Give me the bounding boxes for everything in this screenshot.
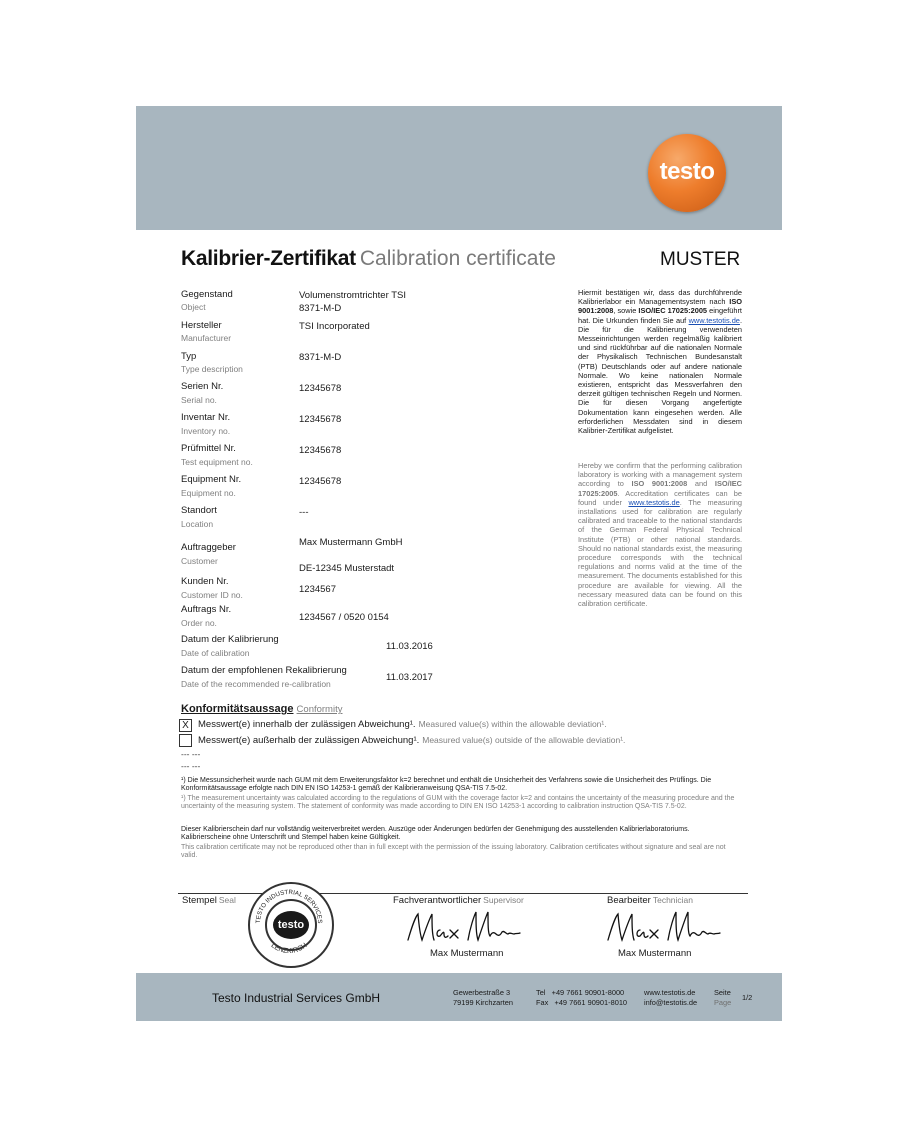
field-equipment-label-en: Equipment no. [181, 488, 236, 498]
field-customer-id-label-en: Customer ID no. [181, 590, 243, 600]
conformity-outside-label: Messwert(e) außerhalb der zulässigen Abweichung¹. Measured value(s) outside of the allowable deviation¹. [198, 735, 626, 746]
conformity-outside-checkbox[interactable] [179, 734, 192, 747]
field-type-value: 8371-M-D [299, 352, 342, 363]
field-type-label-en: Type description [181, 364, 243, 374]
svg-text:TESTO INDUSTRIAL SERVICES: TESTO INDUSTRIAL SERVICES [254, 888, 324, 924]
footer-tel: Tel +49 7661 90901-8000 [536, 988, 625, 997]
stamp-label: Stempel Seal [182, 895, 236, 906]
field-object-value2: 8371-M-D [299, 303, 342, 314]
date-recalibration-label-en: Date of the recommended re-calibration [181, 679, 331, 689]
testotis-link-en[interactable]: www.testotis.de [628, 497, 680, 507]
supervisor-signature [404, 906, 524, 946]
svg-text:LENZKIRCH: LENZKIRCH [269, 942, 309, 956]
header-band [136, 106, 782, 230]
field-manufacturer-label: Hersteller [181, 320, 222, 331]
page-title [181, 247, 556, 271]
footer-mail[interactable]: info@testotis.de [644, 998, 698, 1007]
field-type-label: Typ [181, 351, 197, 362]
field-test-equipment-value: 12345678 [299, 445, 342, 456]
seal-core: testo [273, 911, 309, 939]
field-serial-label-en: Serial no. [181, 395, 217, 405]
footer-page-label-de: Seite [714, 988, 731, 997]
supervisor-name: Max Mustermann [430, 948, 504, 959]
technician-signature [604, 906, 724, 946]
field-order-label: Auftrags Nr. [181, 604, 232, 615]
field-manufacturer-value: TSI Incorporated [299, 321, 370, 332]
field-location-label-en: Location [181, 519, 214, 529]
conformity-within-label: Messwert(e) innerhalb der zulässigen Abweichung¹. Measured value(s) within the allowable deviation¹. [198, 719, 607, 730]
field-customer-label-en: Customer [181, 556, 218, 566]
footer-page-label-en: Page [714, 998, 732, 1007]
date-calibration-label-en: Date of calibration [181, 648, 250, 658]
footer-web[interactable]: www.testotis.de [644, 988, 696, 997]
dash-line-1: --- --- [181, 749, 201, 759]
field-inventory-label: Inventar Nr. [181, 412, 231, 423]
footer-page-number: 1/2 [742, 993, 753, 1002]
field-customer-value: Max Mustermann GmbH [299, 537, 403, 548]
technician-label: Bearbeiter Technician [607, 895, 694, 906]
field-manufacturer-label-en: Manufacturer [181, 333, 232, 343]
field-test-equipment-label-en: Test equipment no. [181, 457, 253, 467]
field-equipment-label: Equipment Nr. [181, 474, 242, 485]
field-location-value: --- [299, 507, 309, 518]
conformity-heading: Konformitätsaussage Conformity [181, 703, 343, 715]
footnote-en: ¹) The measurement uncertainty was calculated according to the regulations of GUM with the coverage factor k=2 and contains the uncertainty of the measuring procedure and the uncertainty of the measuring system. The statement of conformity was made according to DIN EN ISO 14253-1 according to calibration instruction QSA-TIS 7.5-02. [181, 795, 735, 811]
field-order-label-en: Order no. [181, 618, 217, 628]
footer-fax: Fax +49 7661 90901-8010 [536, 998, 628, 1007]
footer-city: 79199 Kirchzarten [453, 998, 513, 1007]
footer-company: Testo Industrial Services GmbH [212, 991, 381, 1005]
date-recalibration-value: 11.03.2017 [386, 672, 433, 683]
field-location-label: Standort [181, 505, 217, 516]
date-recalibration-label: Datum der empfohlenen Rekalibrierung [181, 665, 347, 676]
field-test-equipment-label: Prüfmittel Nr. [181, 443, 236, 454]
field-object-label-en: Object [181, 302, 206, 312]
field-customer-label: Auftraggeber [181, 542, 236, 553]
field-inventory-label-en: Inventory no. [181, 426, 231, 436]
field-serial-value: 12345678 [299, 383, 342, 394]
field-customer-id-label: Kunden Nr. [181, 576, 229, 587]
conformity-within-checkbox[interactable]: X [179, 719, 192, 732]
technician-name: Max Mustermann [618, 948, 692, 959]
date-calibration-label: Datum der Kalibrierung [181, 634, 279, 645]
validity-note-en: This calibration certificate may not be reproduced other than in full except with the permission of the issuing laboratory. Calibration certificates without signature and seal are not valid. [181, 844, 726, 860]
supervisor-label: Fachverantwortlicher Supervisor [393, 895, 524, 906]
dash-line-2: --- --- [181, 761, 201, 771]
field-customer-value2: DE-12345 Musterstadt [299, 563, 395, 574]
field-order-value: 1234567 / 0520 0154 [299, 612, 389, 623]
title-en: Calibration certificate [359, 247, 556, 270]
field-object-label: Gegenstand [181, 289, 233, 300]
certificate-page [136, 106, 782, 1021]
company-seal [248, 882, 334, 968]
validity-note-de: Dieser Kalibrierschein darf nur vollständig weiterverbreitet werden. Auszüge oder Änderungen bedürfen der Genehmigung des ausstellenden Kalibrierlaboratoriums. Kalibrierscheine ohne Unterschrift und Stempel haben keine Gültigkeit. [181, 826, 690, 842]
field-object-value: Volumenstromtrichter TSI [299, 290, 407, 301]
confirmation-text-de: Hiermit bestätigen wir, dass das durchführende Kalibrierlabor ein Managementsystem nach ISO 9001:2008, sowie ISO/IEC 17025:2005 eingeführt hat. Die Urkunden finden Sie auf www.testotis.de. Die für die Kalibrierung verwendeten Messeinrichtungen werden regelmäßig kalibriert und sind rückführbar auf die nationalen Normale der Physikalisch Technischen Bundesanstalt (PTB) Deutschlands oder auf andere nationale Normale. Wo keine nationalen Normale existieren, entspricht das Messverfahren den derzeit gültigen technischen Regeln und Normen. Die für diesen Vorgang angefertigte Dokumentation kann eingesehen werden. Alle erforderlichen Messdaten sind in diesem Kalibrier-Zertifikat aufgelistet. [578, 288, 742, 436]
footer-band [136, 973, 782, 1021]
field-inventory-value: 12345678 [299, 414, 342, 425]
field-serial-label: Serien Nr. [181, 381, 224, 392]
testotis-link[interactable]: www.testotis.de [688, 315, 740, 325]
field-equipment-value: 12345678 [299, 476, 342, 487]
footnote-de: ¹) Die Messunsicherheit wurde nach GUM mit dem Erweiterungsfaktor k=2 berechnet und enthält die Unsicherheit des Verfahrens sowie die Unsicherheit des Prüflings. Die Konformitätsaussage erfolgte nach DIN EN ISO 14253-1 gemäß der Kalibrieranweisung QSA-TIS 7.5-02. [181, 777, 712, 793]
footer-street: Gewerbestraße 3 [453, 988, 511, 997]
field-customer-id-value: 1234567 [299, 584, 336, 595]
testo-logo: testo [648, 134, 726, 212]
date-calibration-value: 11.03.2016 [386, 641, 433, 652]
muster-label: MUSTER [660, 249, 741, 270]
title-de: Kalibrier-Zertifikat [181, 247, 356, 270]
confirmation-text-en: Hereby we confirm that the performing calibration laboratory is working with a management system according to ISO 9001:2008 and ISO/IEC 17025:2005. Accreditation certificates can be found under www.testotis.de. The measuring installations used for calibration are regularly calibrated and traceable to the national standards of the German Federal Physical Technical Institute (PTB) or other national standards. Should no national standards exist, the measuring procedure corresponds with the technical regulations and norms valid at the time of the measurement. The documents established for this procedure are available for viewing. All the necessary measured data can be found on this calibration certificate. [578, 461, 743, 609]
